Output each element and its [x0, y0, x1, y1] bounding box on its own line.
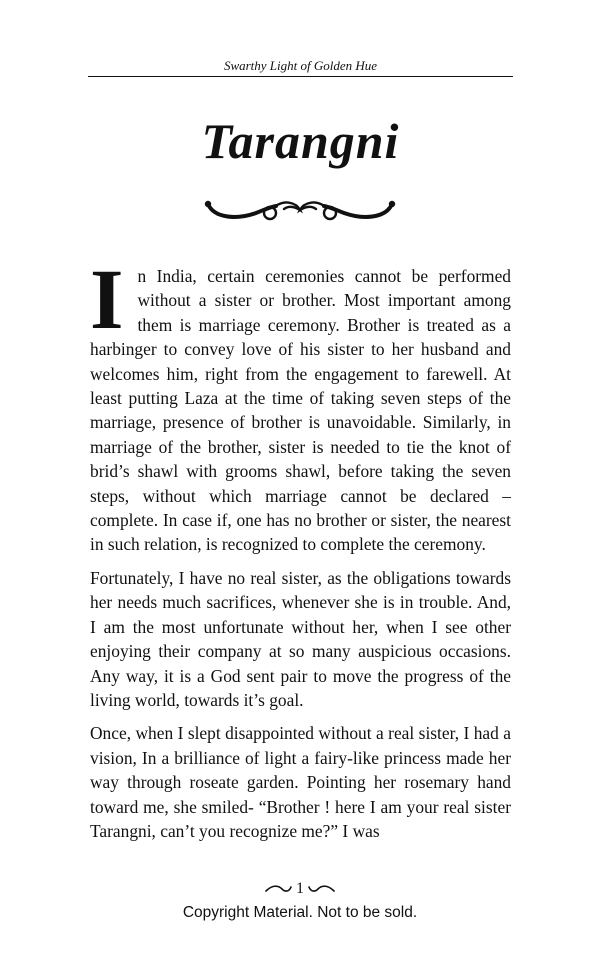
flourish-divider-icon — [204, 196, 396, 228]
paragraph-text: n India, certain ceremonies cannot be performed without a sister or brother. Most important among them is marriage ceremony. Brother is treated as a harbinger to convey love of his sister to her husband and welcomes him, right from the engagement to farewell. At least putting Laza at the time of taking seven steps of the marriage, presence of brother is unavoidable. Similarly, in marriage of the brother, sister is needed to tie the knot of brid’s shawl with grooms shawl, before taking the seven steps, without which marriage cannot be declared – complete. In case if, one has no brother or sister, the nearest in such relation, is recognized to complete the ceremony. — [90, 266, 511, 555]
paragraph: Once, when I slept disappointed without a real sister, I had a vision, In a brilliance of light a fairy-like princess made her way through roseate garden. Pointing her rosemary hand toward me, she smiled- “Brother ! here I am your real sister Tarangni, can’t you recognize me?” I was — [90, 723, 511, 841]
page-number: 1 — [296, 880, 304, 897]
paragraph: Fortunately, I have no real sister, as the obligations towards her needs much sacrifices, whenever she is in trouble. And, I am the most unfortunate without her, when I see other enjoying their company at so many auspicious occasions. Any way, it is a God sent pair to move the progress of the living world, towards it’s goal. — [90, 567, 511, 710]
chapter-title: Tarangni — [201, 113, 400, 169]
swash-left-icon — [264, 884, 292, 894]
page-folio — [250, 878, 350, 900]
header-rule — [88, 76, 513, 77]
copyright-notice: Copyright Material. Not to be sold. — [182, 904, 418, 921]
body-text — [90, 251, 511, 852]
running-header: Swarthy Light of Golden Hue — [223, 58, 378, 73]
paragraph — [90, 251, 511, 557]
swash-right-icon — [308, 884, 336, 894]
drop-cap: I — [90, 251, 124, 347]
